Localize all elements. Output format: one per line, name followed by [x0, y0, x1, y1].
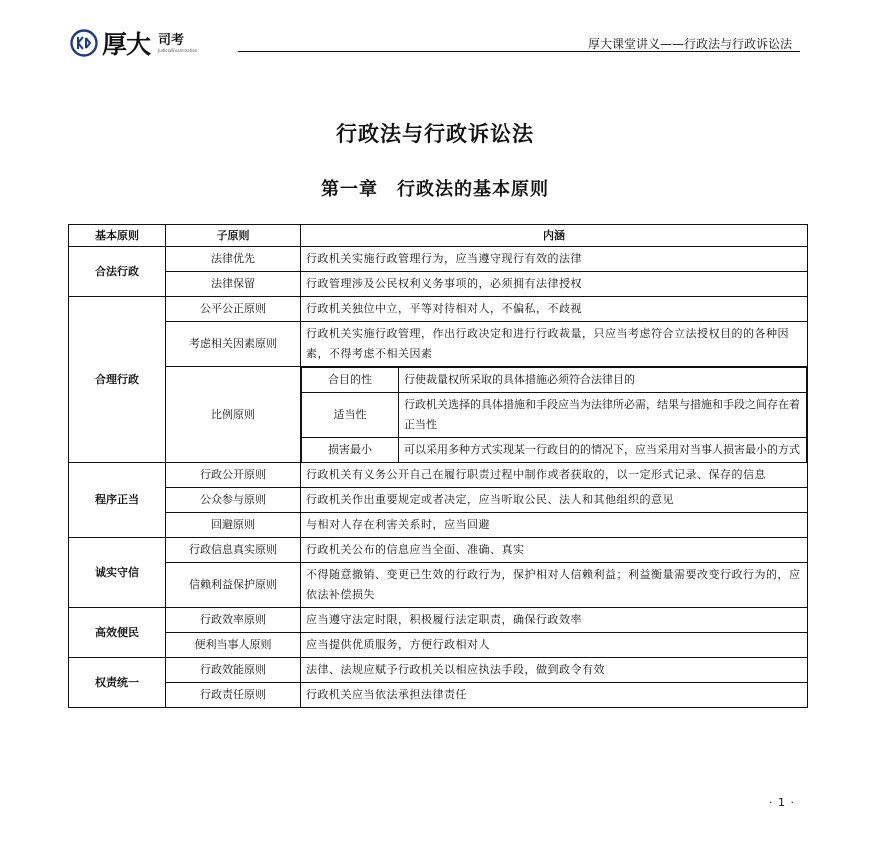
- nested-row: [302, 438, 807, 463]
- subprinciple-cell: 便利当事人原则: [166, 633, 301, 658]
- subprinciple-cell: 行政效能原则: [166, 658, 301, 683]
- principle-cell: 程序正当: [69, 463, 166, 538]
- table-row: [69, 488, 808, 513]
- content-cell: 与相对人存在利害关系时，应当回避: [301, 513, 808, 538]
- subprinciple-cell: 回避原则: [166, 513, 301, 538]
- content-cell: 不得随意撤销、变更已生效的行政行为，保护相对人信赖利益；利益衡量需要改变行政行为的，应依法补偿损失: [301, 563, 808, 608]
- principle-cell: 高效便民: [69, 608, 166, 658]
- header-principle: 基本原则: [69, 225, 166, 247]
- table-row: [69, 658, 808, 683]
- content-cell: 行政机关实施行政管理，作出行政决定和进行行政裁量，只应当考虑符合立法授权目的的各种因素，不得考虑不相关因素: [301, 322, 808, 367]
- table-row: [69, 367, 808, 463]
- subprinciple-cell: 行政信息真实原则: [166, 538, 301, 563]
- content-cell: 行政机关应当依法承担法律责任: [301, 683, 808, 708]
- proportionality-subtable-cell: [301, 367, 808, 463]
- content-cell: 行政机关公布的信息应当全面、准确、真实: [301, 538, 808, 563]
- nested-name-cell: 合目的性: [302, 368, 399, 393]
- nested-content-cell: 可以采用多种方式实现某一行政目的的情况下，应当采用对当事人损害最小的方式: [399, 438, 807, 463]
- table-row: [69, 633, 808, 658]
- content-cell: 行政管理涉及公民权利义务事项的，必须拥有法律授权: [301, 272, 808, 297]
- table-row: [69, 683, 808, 708]
- houda-logo-mark-icon: [70, 29, 98, 57]
- subprinciple-cell: 行政责任原则: [166, 683, 301, 708]
- content-cell: 法律、法规应赋予行政机关以相应执法手段，做到政令有效: [301, 658, 808, 683]
- header-subprinciple: 子原则: [166, 225, 301, 247]
- nested-content-cell: 行政机关选择的具体措施和手段应当为法律所必需，结果与措施和手段之间存在着正当性: [399, 393, 807, 438]
- nested-name-cell: 适当性: [302, 393, 399, 438]
- subprinciple-cell: 行政公开原则: [166, 463, 301, 488]
- book-title: 行政法与行政诉讼法: [336, 121, 534, 146]
- nested-content-cell: 行使裁量权所采取的具体措施必须符合法律目的: [399, 368, 807, 393]
- subprinciple-cell: 信赖利益保护原则: [166, 563, 301, 608]
- nested-name-cell: 损害最小: [302, 438, 399, 463]
- table-row: [69, 272, 808, 297]
- subprinciple-cell: 公平公正原则: [166, 297, 301, 322]
- page-number: · 1 ·: [769, 796, 795, 809]
- proportionality-subtable: [301, 367, 807, 462]
- subprinciple-cell: 法律保留: [166, 272, 301, 297]
- content-cell: 应当遵守法定时限，积极履行法定职责，确保行政效率: [301, 608, 808, 633]
- header-divider: [238, 51, 800, 52]
- principle-cell: 合法行政: [69, 247, 166, 297]
- subprinciple-cell: 考虑相关因素原则: [166, 322, 301, 367]
- principle-cell: 合理行政: [69, 297, 166, 463]
- page-header: [0, 0, 870, 60]
- table-row: [69, 463, 808, 488]
- subprinciple-cell: 比例原则: [166, 367, 301, 463]
- table-row: [69, 513, 808, 538]
- houda-logo: [70, 28, 197, 58]
- chapter-title: 第一章 行政法的基本原则: [321, 179, 549, 200]
- subprinciple-cell: 法律优先: [166, 247, 301, 272]
- subprinciple-cell: 行政效率原则: [166, 608, 301, 633]
- table-header-row: [69, 225, 808, 247]
- header-caption: 厚大课堂讲义——行政法与行政诉讼法: [587, 37, 792, 51]
- header-content: 内涵: [301, 225, 808, 247]
- nested-row: [302, 368, 807, 393]
- table-row: [69, 247, 808, 272]
- table-row: [69, 322, 808, 367]
- subprinciple-cell: 公众参与原则: [166, 488, 301, 513]
- table-row: [69, 538, 808, 563]
- logo-subtitle-cn: 司考: [158, 32, 185, 48]
- nested-row: [302, 393, 807, 438]
- principle-cell: 诚实守信: [69, 538, 166, 608]
- content-cell: 行政机关作出重要规定或者决定，应当听取公民、法人和其他组织的意见: [301, 488, 808, 513]
- content-cell: 应当提供优质服务，方便行政相对人: [301, 633, 808, 658]
- table-row: [69, 297, 808, 322]
- principles-table: [68, 224, 808, 708]
- logo-subtitle: [158, 34, 197, 53]
- table-row: [69, 608, 808, 633]
- content-cell: 行政机关独位中立，平等对待相对人，不偏私，不歧视: [301, 297, 808, 322]
- content-cell: 行政机关实施行政管理行为，应当遵守现行有效的法律: [301, 247, 808, 272]
- table-row: [69, 563, 808, 608]
- content-cell: 行政机关有义务公开自己在履行职责过程中制作或者获取的，以一定形式记录、保存的信息: [301, 463, 808, 488]
- logo-subtitle-en: JudicialExamination: [158, 47, 198, 53]
- logo-text: 厚大: [102, 30, 151, 59]
- principle-cell: 权责统一: [69, 658, 166, 708]
